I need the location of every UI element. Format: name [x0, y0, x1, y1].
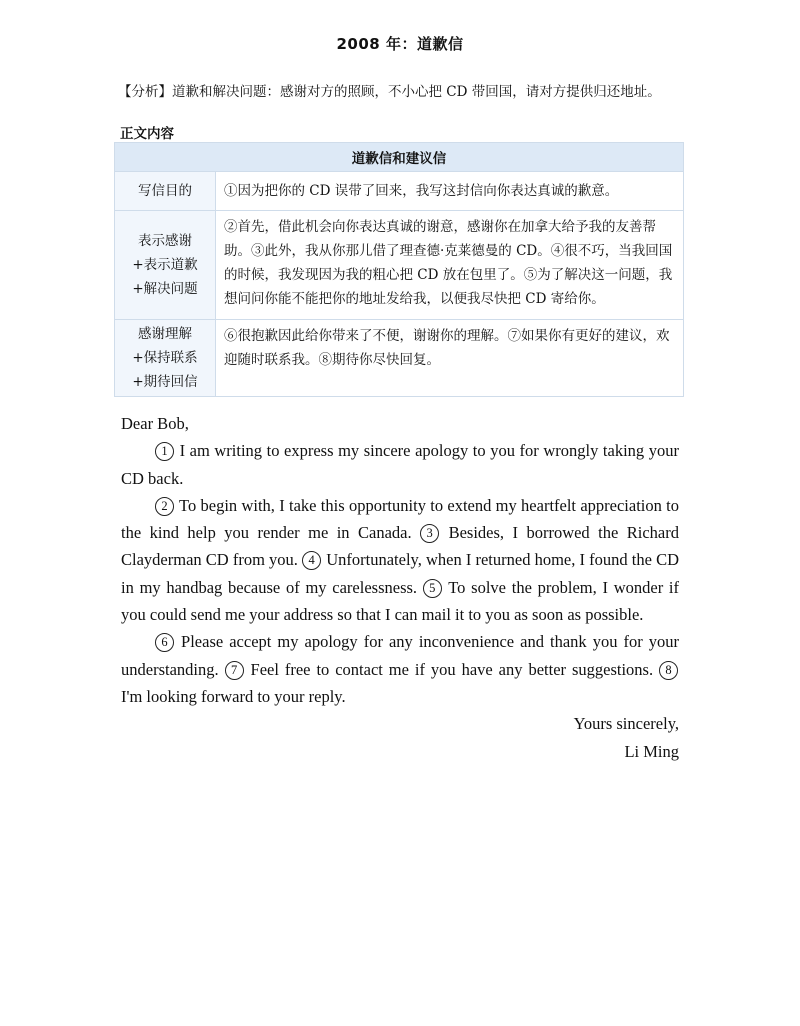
letter-sentence: Please accept my apology for any inconvenience and thank you for your understanding.: [121, 632, 680, 679]
sentence-marker: 8: [659, 661, 678, 680]
table-header: 道歉信和建议信: [115, 143, 684, 172]
section-label: 正文内容: [120, 126, 174, 142]
letter-sentence: I'm looking forward to your reply.: [121, 686, 346, 706]
row-content: ②首先，借此机会向你表达真诚的谢意，感谢你在加拿大给予我的友善帮助。③此外，我从你那儿借了理查德·克莱德曼的 CD。④很不巧，当我回国的时候，我发现因为我的粗心把 CD 放在包里了。⑤为了解决这一问题，我想问问你能不能把你的地址发给我，以便我尽快把 CD 寄给你。: [216, 211, 684, 320]
row-label: [115, 211, 216, 320]
sentence-marker: 7: [225, 661, 244, 680]
page-title: 2008 年：道歉信: [336, 35, 464, 53]
letter-sentence: I am writing to express my sincere apology to you for wrongly taking your CD back.: [121, 441, 679, 488]
table-row: [115, 172, 684, 211]
row-label-line: 感谢理解: [138, 326, 192, 342]
row-content: ⑥很抱歉因此给你带来了不便，谢谢你的理解。⑦如果你有更好的建议，欢迎随时联系我。⑧期待你尽快回复。: [216, 320, 684, 397]
sentence-marker: 4: [302, 551, 321, 570]
letter-sentence: To solve the problem, I wonder if you could send me your address so that I can mail it to you as soon as possible.: [121, 577, 680, 625]
analysis-text: 【分析】道歉和解决问题：感谢对方的照顾，不小心把 CD 带回国，请对方提供归还地址。: [118, 84, 661, 100]
letter-paragraph: [121, 437, 679, 492]
table-row: [115, 320, 684, 397]
row-label: [115, 320, 216, 397]
sentence-marker: 6: [155, 633, 174, 652]
row-label-line: +解决问题: [132, 281, 198, 297]
row-label: 写信目的: [115, 172, 216, 211]
letter-paragraph: [121, 628, 679, 710]
letter-salutation: Dear Bob,: [121, 414, 189, 433]
letter-closing: Yours sincerely,: [573, 714, 679, 734]
sentence-marker: 1: [155, 442, 174, 461]
letter-sentence: Besides, I borrowed the Richard Clayderman CD from you.: [121, 523, 679, 570]
row-label-line: +期待回信: [132, 374, 198, 390]
row-label-line: +表示道歉: [132, 257, 198, 273]
sentence-marker: 5: [423, 579, 442, 598]
table-row: [115, 211, 684, 320]
letter-sentence: To begin with, I take this opportunity to extend my heartfelt appreciation to the kind help you render me in Canada.: [121, 495, 679, 543]
sentence-marker: 3: [420, 524, 439, 543]
letter-paragraph: [121, 492, 679, 628]
structure-table: [114, 142, 684, 397]
letter-sentence: Unfortunately, when I returned home, I found the CD in my handbag because of my carelessness.: [121, 550, 679, 597]
row-label-line: 表示感谢: [138, 233, 192, 249]
sentence-marker: 2: [155, 497, 174, 516]
row-content: ①因为把你的 CD 误带了回来，我写这封信向你表达真诚的歉意。: [216, 172, 684, 211]
letter-sentence: Feel free to contact me if you have any better suggestions.: [250, 659, 654, 679]
letter-signature: Li Ming: [624, 741, 679, 761]
letter-body: [121, 410, 679, 765]
row-label-line: +保持联系: [132, 350, 198, 366]
